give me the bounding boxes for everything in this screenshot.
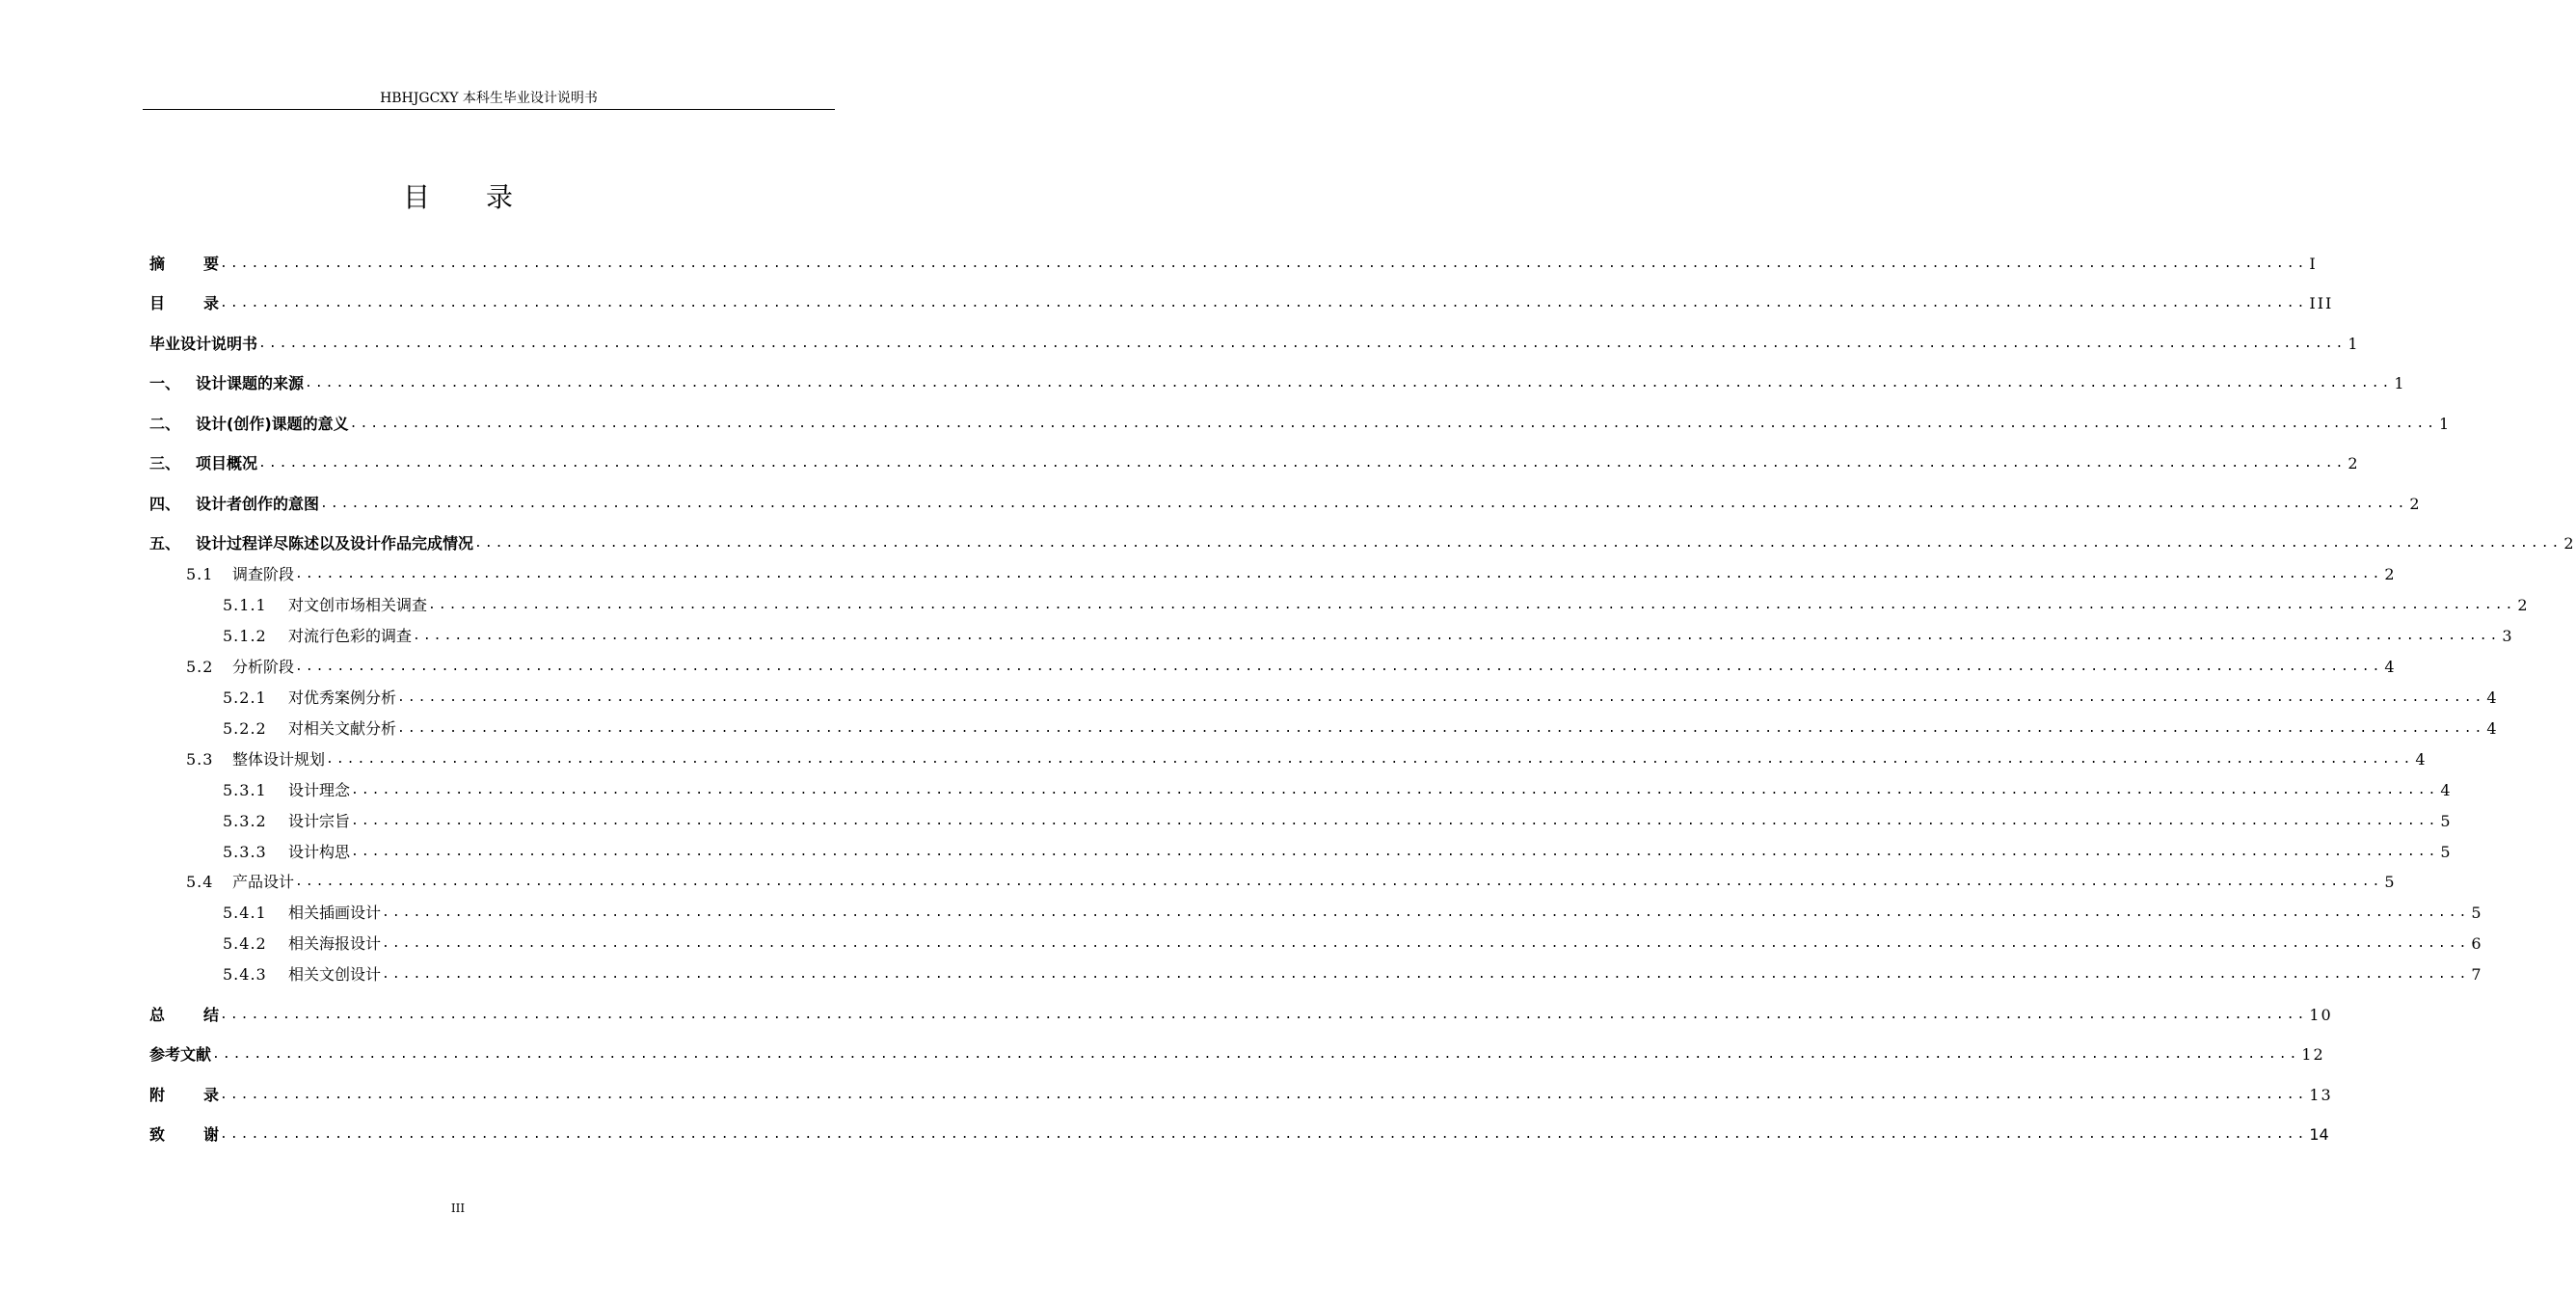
- toc-entry[interactable]: [149, 1043, 2325, 1066]
- header-rule: [143, 109, 835, 110]
- toc-entry[interactable]: [223, 779, 2453, 802]
- dot-leader: ........................................................................................................................................................................................................: [220, 296, 2308, 310]
- toc-entry-label: 设计(创作)课题的意义: [196, 415, 349, 433]
- toc-entry[interactable]: [223, 932, 2483, 956]
- dot-leader: ........................................................................................................................................................................................................: [295, 567, 2383, 581]
- toc-entry-label: 对文创市场相关调查: [288, 596, 428, 614]
- dot-leader: ........................................................................................................................................................................................................: [320, 497, 2408, 511]
- toc-page-number: 5: [2471, 904, 2483, 922]
- toc-entry-number: 5.2: [186, 658, 214, 676]
- toc-entry-label: 设计过程详尽陈述以及设计作品完成情况: [196, 534, 474, 553]
- toc-entry[interactable]: [186, 871, 2397, 894]
- toc-entry-number: 5.3.1: [223, 781, 267, 799]
- toc-entry-label: 附 录: [149, 1086, 220, 1104]
- toc-entry[interactable]: [223, 963, 2483, 986]
- toc-entry-number: 5.4.3: [223, 965, 267, 984]
- toc-page-number: 1: [2438, 415, 2452, 433]
- toc-entry[interactable]: [223, 687, 2499, 710]
- toc-entry[interactable]: [149, 1004, 2333, 1027]
- toc-page-number: 7: [2471, 965, 2483, 984]
- dot-leader: ........................................................................................................................................................................................................: [382, 936, 2470, 951]
- toc-entry-number: 5.2.2: [223, 719, 267, 738]
- dot-leader: ........................................................................................................................................................................................................: [295, 660, 2383, 674]
- toc-entry-label: 整体设计规划: [232, 750, 326, 769]
- toc-entry-number: 五、: [149, 534, 181, 553]
- toc-entry-label: 致 谢: [149, 1125, 220, 1144]
- toc-entry-number: 一、: [149, 374, 181, 392]
- toc-entry-label: 调查阶段: [232, 565, 295, 583]
- toc-entry-label: 产品设计: [232, 873, 295, 891]
- toc-page-number: 5: [2440, 812, 2453, 830]
- toc-page-number: 2: [2384, 565, 2397, 583]
- toc-entry[interactable]: [149, 1123, 2329, 1147]
- toc-entry[interactable]: [186, 656, 2397, 679]
- running-header: HBHJGCXY 本科生毕业设计说明书: [380, 91, 598, 106]
- toc-entry[interactable]: [149, 253, 2318, 276]
- dot-leader: ........................................................................................................................................................................................................: [413, 629, 2501, 643]
- toc-page-number: 2: [2563, 534, 2576, 553]
- dot-leader: ........................................................................................................................................................................................................: [220, 256, 2308, 271]
- dot-leader: ........................................................................................................................................................................................................: [349, 417, 2437, 431]
- toc-entry-number: 二、: [149, 415, 181, 433]
- toc-entry-label: 总 结: [149, 1006, 220, 1024]
- toc-entry-number: 5.3: [186, 750, 214, 769]
- toc-page-number: 14: [2309, 1125, 2329, 1144]
- toc-page-number: 3: [2502, 627, 2514, 645]
- dot-leader: ........................................................................................................................................................................................................: [220, 1008, 2308, 1022]
- dot-leader: ........................................................................................................................................................................................................: [351, 814, 2439, 828]
- toc-page-number: 2: [2517, 596, 2530, 614]
- toc-entry[interactable]: [223, 902, 2483, 925]
- toc-page-number: 5: [2384, 873, 2397, 891]
- toc-entry-label: 设计理念: [288, 781, 351, 799]
- dot-leader: ........................................................................................................................................................................................................: [428, 598, 2516, 612]
- toc-entry-number: 5.2.1: [223, 688, 267, 707]
- toc-entry[interactable]: [149, 372, 2406, 395]
- toc-entry-number: 5.3.3: [223, 843, 267, 861]
- page-title: 目录: [402, 181, 569, 213]
- dot-leader: ........................................................................................................................................................................................................: [382, 905, 2470, 920]
- toc-entry[interactable]: [223, 594, 2530, 617]
- toc-entry-number: 5.1: [186, 565, 214, 583]
- toc-entry[interactable]: [223, 625, 2514, 648]
- dot-leader: ........................................................................................................................................................................................................: [295, 875, 2383, 889]
- toc-page-number: I: [2309, 255, 2318, 273]
- toc-page-number: 5: [2440, 843, 2453, 861]
- dot-leader: ........................................................................................................................................................................................................: [220, 1127, 2308, 1142]
- toc-page-number: 2: [2409, 495, 2422, 513]
- toc-entry-label: 目 录: [149, 294, 220, 312]
- toc-entry-label: 参考文献: [149, 1045, 212, 1064]
- toc-page-number: 4: [2440, 781, 2453, 799]
- toc-entry-label: 设计构思: [288, 843, 351, 861]
- toc-entry-label: 毕业设计说明书: [149, 335, 258, 353]
- toc-page-number: 12: [2301, 1045, 2325, 1064]
- toc-entry-number: 5.4: [186, 873, 214, 891]
- toc-entry-label: 对流行色彩的调查: [288, 627, 413, 645]
- toc-page-number: 1: [2348, 335, 2360, 353]
- toc-entry[interactable]: [149, 532, 2576, 555]
- toc-entry[interactable]: [149, 1084, 2333, 1107]
- dot-leader: ........................................................................................................................................................................................................: [474, 536, 2563, 551]
- dot-leader: ........................................................................................................................................................................................................: [212, 1047, 2300, 1062]
- toc-page-number: 4: [2384, 658, 2397, 676]
- toc-page-number: 10: [2309, 1006, 2333, 1024]
- toc-entry-label: 相关插画设计: [288, 904, 382, 922]
- toc-entry-label: 设计宗旨: [288, 812, 351, 830]
- toc-page-number: 13: [2309, 1086, 2333, 1104]
- toc-entry-number: 三、: [149, 454, 181, 472]
- dot-leader: ........................................................................................................................................................................................................: [326, 752, 2414, 767]
- toc-entry-label: 设计课题的来源: [196, 374, 305, 392]
- toc-entry-label: 摘 要: [149, 255, 220, 273]
- toc-entry[interactable]: [223, 841, 2453, 864]
- dot-leader: ........................................................................................................................................................................................................: [397, 721, 2485, 736]
- dot-leader: ........................................................................................................................................................................................................: [305, 376, 2393, 391]
- dot-leader: ........................................................................................................................................................................................................: [351, 845, 2439, 859]
- toc-page-number: 4: [2486, 688, 2499, 707]
- toc-entry-label: 设计者创作的意图: [196, 495, 320, 513]
- toc-entry[interactable]: [149, 413, 2452, 436]
- toc-page-number: 6: [2471, 934, 2483, 953]
- dot-leader: ........................................................................................................................................................................................................: [258, 337, 2347, 351]
- toc-entry[interactable]: [149, 292, 2334, 315]
- toc-entry[interactable]: [186, 563, 2397, 586]
- toc-entry-number: 四、: [149, 495, 181, 513]
- toc-entry[interactable]: [149, 452, 2360, 475]
- toc-entry[interactable]: [149, 333, 2360, 356]
- dot-leader: ........................................................................................................................................................................................................: [258, 456, 2347, 471]
- toc-entry-label: 项目概况: [196, 454, 258, 472]
- toc-entry-number: 5.3.2: [223, 812, 267, 830]
- dot-leader: ........................................................................................................................................................................................................: [382, 967, 2470, 982]
- toc-page-number: 1: [2394, 374, 2406, 392]
- toc-entry-label: 对相关文献分析: [288, 719, 397, 738]
- toc-page-number: 4: [2415, 750, 2428, 769]
- toc-entry[interactable]: [223, 717, 2499, 741]
- toc-page-number: 2: [2348, 454, 2360, 472]
- toc-entry-number: 5.1.1: [223, 596, 267, 614]
- dot-leader: ........................................................................................................................................................................................................: [351, 783, 2439, 797]
- toc-entry[interactable]: [223, 810, 2453, 833]
- dot-leader: ........................................................................................................................................................................................................: [220, 1088, 2308, 1102]
- toc-entry[interactable]: [149, 493, 2422, 516]
- toc-entry-number: 5.1.2: [223, 627, 267, 645]
- dot-leader: ........................................................................................................................................................................................................: [397, 690, 2485, 705]
- page-number-footer: III: [450, 1202, 466, 1215]
- toc-entry-label: 对优秀案例分析: [288, 688, 397, 707]
- toc-entry-label: 相关海报设计: [288, 934, 382, 953]
- toc-entry-number: 5.4.1: [223, 904, 267, 922]
- toc-entry-label: 相关文创设计: [288, 965, 382, 984]
- toc-page-number: III: [2309, 294, 2334, 312]
- toc-entry-number: 5.4.2: [223, 934, 267, 953]
- toc-entry-label: 分析阶段: [232, 658, 295, 676]
- toc-page-number: 4: [2486, 719, 2499, 738]
- toc-entry[interactable]: [186, 748, 2428, 771]
